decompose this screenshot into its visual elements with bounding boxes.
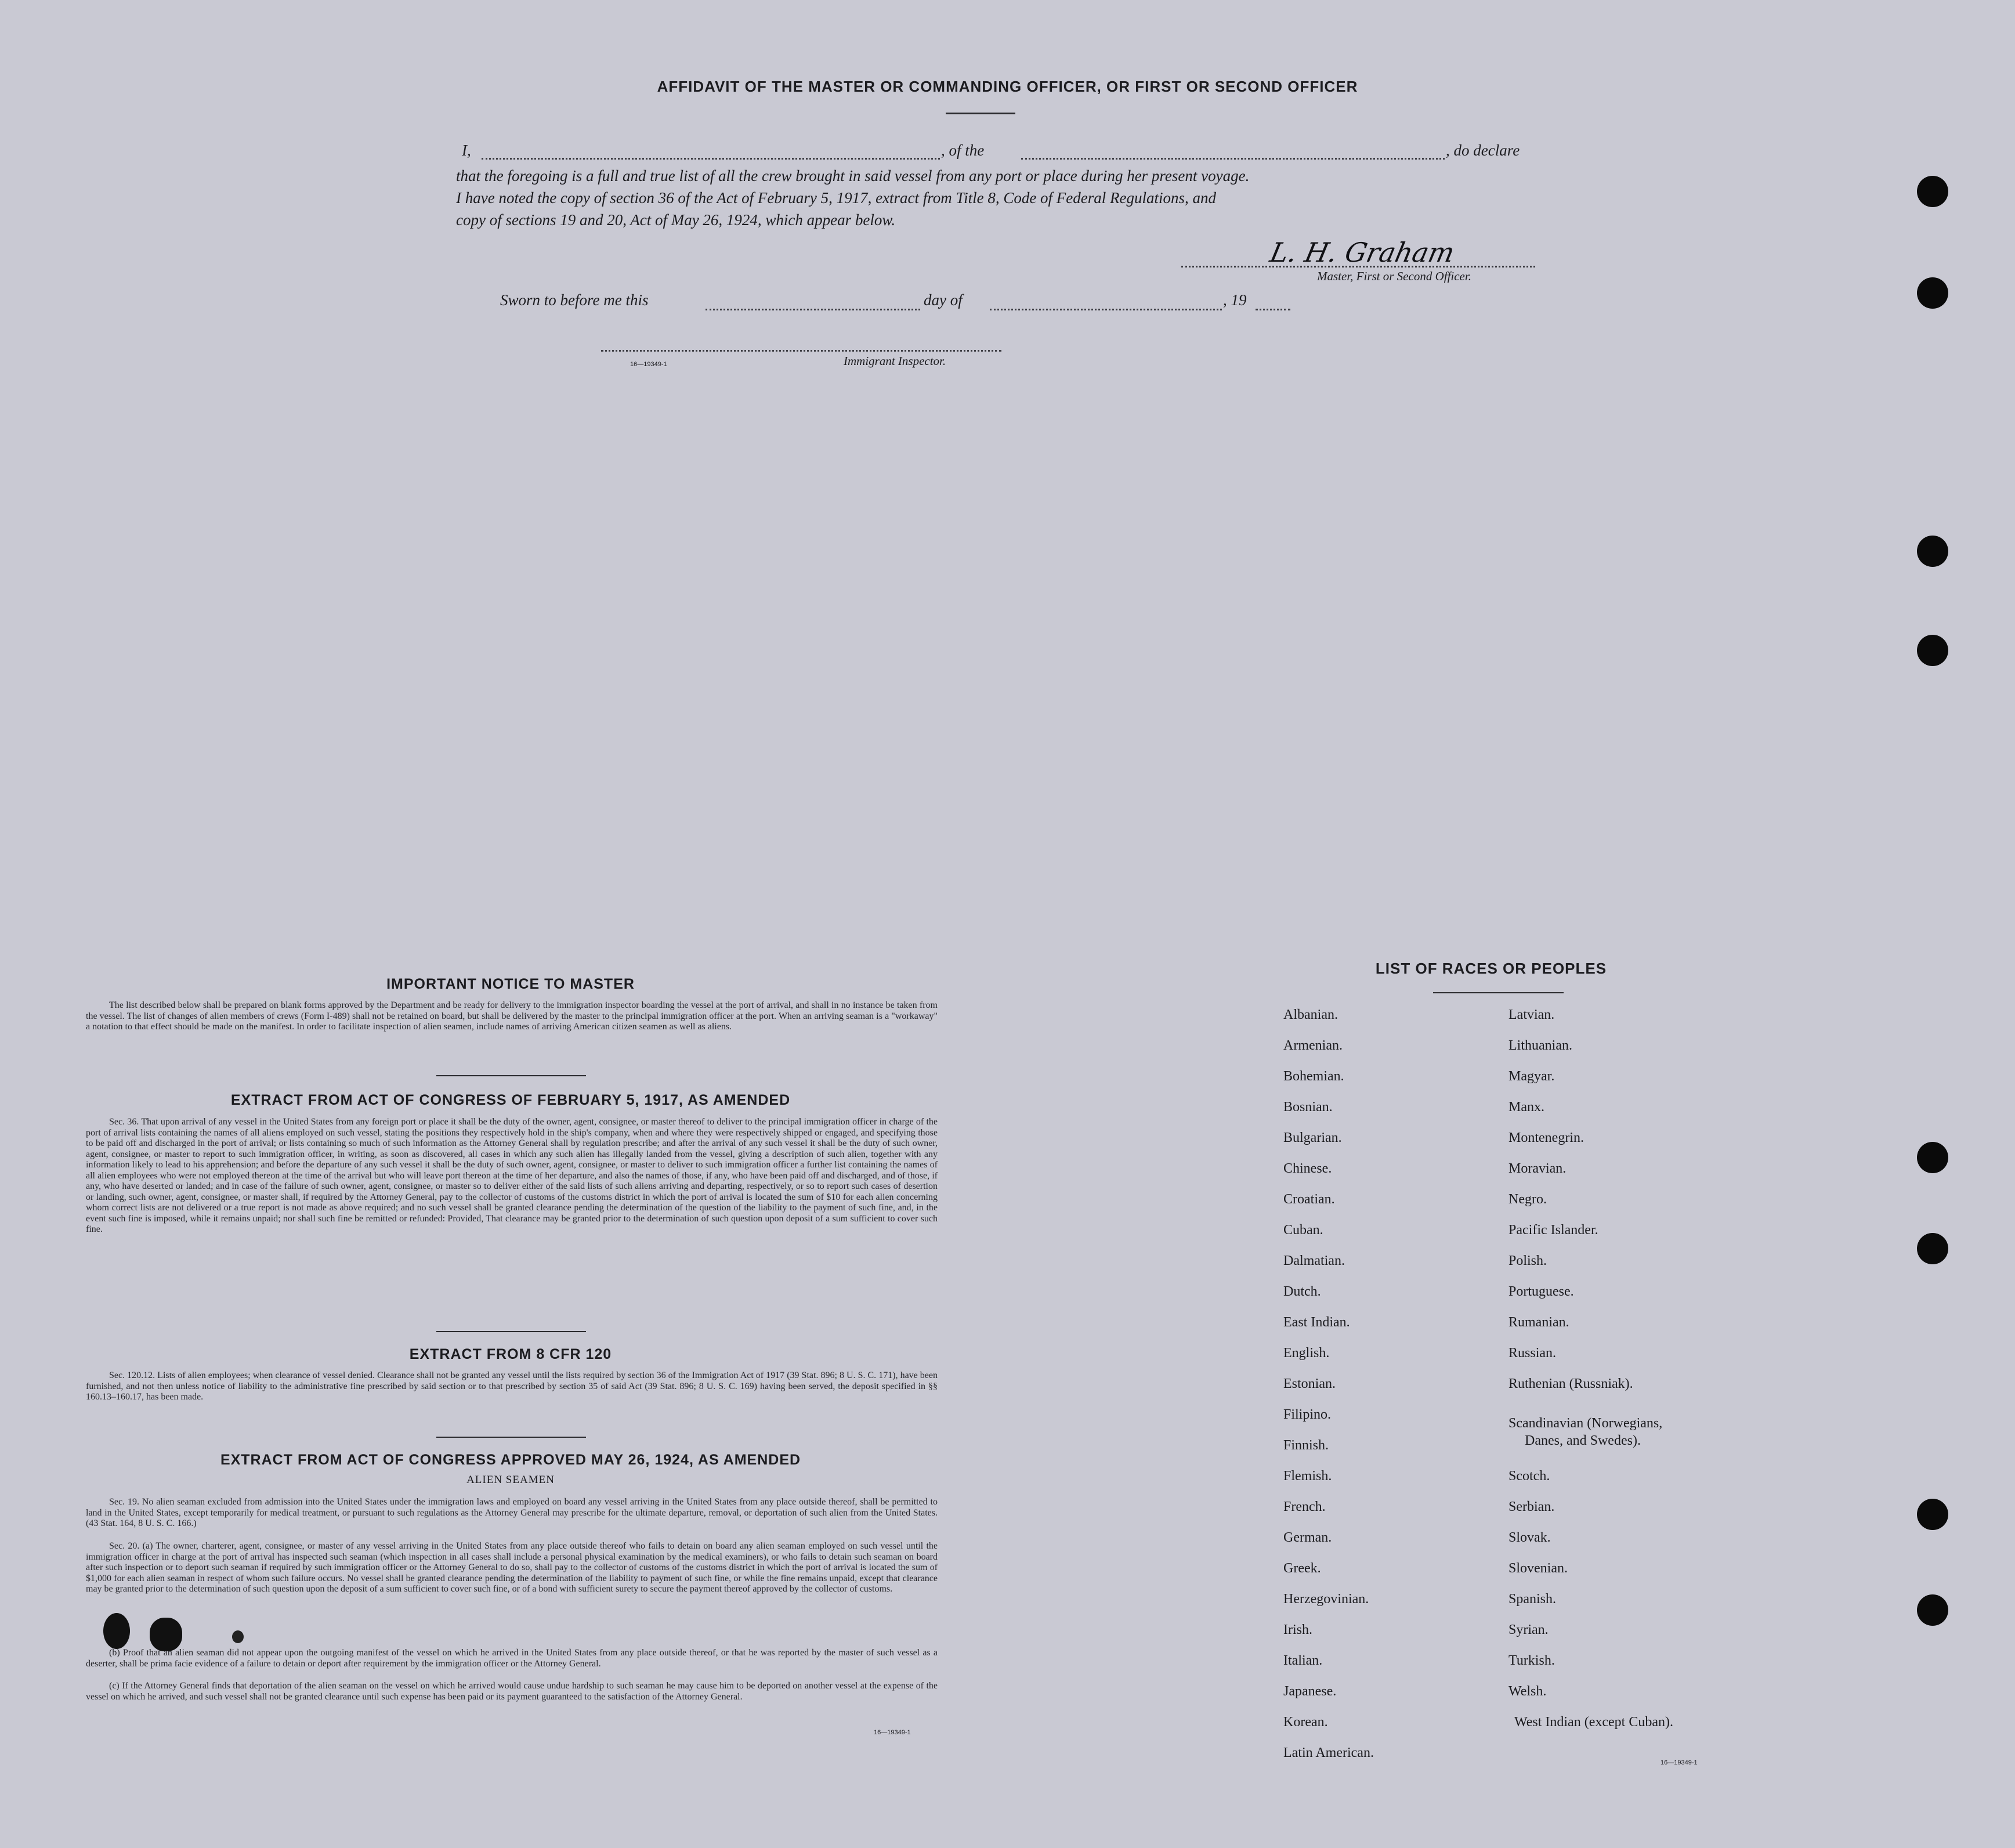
race-item: German. [1283,1530,1332,1545]
race-item: French. [1283,1499,1326,1514]
race-item: Bosnian. [1283,1100,1333,1115]
race-item: Magyar. [1508,1069,1555,1084]
notice-title: IMPORTANT NOTICE TO MASTER [386,976,635,992]
year-label: , 19 [1223,291,1247,309]
race-item: Montenegrin. [1508,1130,1584,1145]
race-item: Chinese. [1283,1161,1332,1176]
race-item: Japanese. [1283,1684,1337,1699]
ink-blot [150,1618,182,1651]
affidavit-i-label: I, [462,142,471,159]
race-item: Bulgarian. [1283,1130,1342,1145]
binder-hole [1917,1142,1948,1173]
extract-1924-sec20c: (c) If the Attorney General finds that deportation of the alien seaman on the vessel on which he arrived would cause undue hardship to such seaman he may cause him to be deported on another vessel at the expense of the vessel on which he arrived, and such vessel shall not be granted clearance until such expense has been paid or its payment guaranteed to the satisfaction of the Attorney General. [86,1681,938,1702]
day-of-label: day of [924,291,963,309]
race-item: Russian. [1508,1346,1557,1361]
race-item: Syrian. [1508,1622,1549,1637]
race-item: Danes, and Swedes). [1525,1433,1641,1448]
race-item: Croatian. [1283,1192,1335,1207]
affidavit-of-the-label: , of the [941,142,985,159]
name-field-line[interactable] [482,158,940,160]
affidavit-body-line: I have noted the copy of section 36 of the Act of February 5, 1917, extract from Title 8, Code of Federal Regulations, and [456,189,1217,207]
race-item: Negro. [1508,1192,1547,1207]
extract-1917-title: EXTRACT FROM ACT OF CONGRESS OF FEBRUARY 5, 1917, AS AMENDED [230,1092,791,1108]
race-item: Pacific Islander. [1508,1223,1598,1238]
races-form-number: 16—19349-1 [1661,1759,1698,1766]
binder-hole [1917,1233,1948,1264]
race-item: Cuban. [1283,1223,1323,1238]
master-signature: L. H. Graham [1267,237,1457,268]
inspector-caption: Immigrant Inspector. [844,354,946,368]
signature-caption: Master, First or Second Officer. [1317,269,1471,283]
extract-1924-sec20a: Sec. 20. (a) The owner, charterer, agent, consignee, or master of any vessel arriving in the United States from any place outside thereof who fails to detain on board any alien seaman employed on such vessel until the immigration officer in charge at the port of arrival has inspected such seaman (which inspection in all cases shall include a personal physical examination by the medical examiners), or who fails to detain such seaman on board after such inspection or to deport such seaman if required by such immigration officer or the Attorney General to do so, shall pay to the collector of customs of the customs district in which the port of arrival is located the sum of $1,000 for each alien seaman in respect of whom such failure occurs. No vessel shall be granted clearance pending the determination of the liability to payment of such fine, or while the fine remains unpaid, except that clearance may be granted prior to the determination of such question upon the deposit of a sum sufficient to cover such fine, or of a bond with sufficient surety to secure the payment thereof approved by the collector of customs. [86,1541,938,1594]
race-item: Filipino. [1283,1407,1332,1422]
race-item: Manx. [1508,1100,1544,1115]
race-item: Korean. [1283,1715,1328,1730]
race-item: Welsh. [1508,1684,1547,1699]
race-item: Latin American. [1283,1745,1374,1760]
race-item: Bohemian. [1283,1069,1344,1084]
affidavit-body-line: copy of sections 19 and 20, Act of May 26, 1924, which appear below. [456,211,896,229]
race-item: Finnish. [1283,1438,1329,1453]
race-item: East Indian. [1283,1315,1350,1330]
binder-hole [1917,635,1948,666]
race-item: West Indian (except Cuban). [1514,1715,1673,1730]
race-item: Estonian. [1283,1376,1336,1391]
race-item: English. [1283,1346,1330,1361]
section-divider [436,1437,586,1438]
race-item: Ruthenian (Russniak). [1508,1376,1633,1391]
section-divider [436,1075,586,1076]
affidavit-form-number: 16—19349-1 [630,361,667,368]
sworn-month-line[interactable] [990,309,1222,310]
vessel-field-line[interactable] [1021,158,1445,160]
race-item: Lithuanian. [1508,1038,1572,1053]
race-item: Armenian. [1283,1038,1343,1053]
binder-hole [1917,176,1948,207]
extract-1924-sec19: Sec. 19. No alien seaman excluded from admission into the United States under the immigration laws and employed on board any vessel arriving in the United States from any place outside thereof, shall be permitted to land in the United States, except temporarily for medical treatment, or pursuant to such regulations as the Attorney General may prescribe for the ultimate departure, removal, or deportation of such alien from the United States. (43 Stat. 164, 8 U. S. C. 166.) [86,1497,938,1528]
race-item: Scotch. [1508,1469,1550,1484]
extract-1917-text: Sec. 36. That upon arrival of any vessel in the United States from any foreign port or place it shall be the duty of the owner, agent, consignee, or master thereof to deliver to the principal immigration officer in charge of the port of arrival lists containing the names of all aliens employed on such vessel, stating the positions they respectively hold in the ship's company, when and where they were respectively shipped or engaged, and specifying those to be paid off and discharged in the port of arrival; or lists containing so much of such information as the Attorney General shall by regulation prescribe; and after the arrival of any such vessel it shall be the duty of such owner, agent, consignee, or master to report to such immigration officer, in writing, as soon as discovered, all cases in which any such alien has illegally landed from the vessel, giving a description of such alien, together with any information likely to lead to his apprehension; and before the departure of any such vessel it shall be the duty of such owner, agent, consignee, or master to deliver to such immigration officer a further list containing the names of all alien employees who were not employed thereon at the time of the arrival but who will leave port thereon at the time of her departure, and also the names of those, if any, who have been paid off and discharged, and of those, if any, who have deserted or landed; and in case of the failure of such owner, agent, consignee, or master so to deliver either of the said lists of such aliens arriving and departing, respectively, or so to report such cases of desertion or landing, such owner, agent, consignee, or master shall, if required by the Attorney General, pay to the collector of customs of the customs district in which the port of arrival is located the sum of $10 for each alien concerning whom correct lists are not delivered or a true report is not made as above required; and no such vessel shall be granted clearance pending the determination of the question of the liability to the payment of such fine, and, in the event such fine is imposed, while it remains unpaid; nor shall such fine be remitted or refunded: Provided, That clearance may be granted prior to the determination of such question upon deposit of a sum sufficient to cover such fine. [86,1117,938,1234]
race-item: Moravian. [1508,1161,1567,1176]
title-underline [946,113,1015,114]
race-item: Turkish. [1508,1653,1555,1668]
races-title-underline [1433,992,1564,993]
races-title: LIST OF RACES OR PEOPLES [1375,960,1607,977]
race-item: Italian. [1283,1653,1323,1668]
affidavit-declare-label: , do declare [1446,142,1520,159]
race-item: Flemish. [1283,1469,1332,1484]
race-item: Polish. [1508,1253,1547,1268]
ink-blot [232,1630,244,1643]
affidavit-title: AFFIDAVIT OF THE MASTER OR COMMANDING OFFICER, OR FIRST OR SECOND OFFICER [657,78,1358,95]
affidavit-body [456,165,1541,231]
binder-hole [1917,1499,1948,1530]
race-item: Herzegovinian. [1283,1592,1369,1607]
sworn-day-line[interactable] [706,309,920,310]
race-item: Portuguese. [1508,1284,1574,1299]
alien-seamen-subtitle: ALIEN SEAMEN [466,1474,555,1486]
race-item: Latvian. [1508,1007,1555,1022]
race-item: Spanish. [1508,1592,1557,1607]
race-item: Scandinavian (Norwegians, [1508,1416,1663,1431]
extract-1924-sec20b: (b) Proof that an alien seaman did not appear upon the outgoing manifest of the vessel on which he arrived in the United States from any place outside thereof, or that he was reported by the master of such vessel as a deserter, shall be prima facie evidence of a failure to detain or deport after requirement by the immigration officer or the Attorney General. [86,1648,938,1669]
inspector-signature-line [601,350,1001,352]
affidavit-body-line: that the foregoing is a full and true list of all the crew brought in said vessel from any port or place during her present voyage. [456,167,1250,185]
year-field-line[interactable] [1256,309,1290,310]
section-divider [436,1331,586,1332]
race-item: Albanian. [1283,1007,1338,1022]
race-item: Slovenian. [1508,1561,1568,1576]
binder-hole [1917,536,1948,567]
race-item: Greek. [1283,1561,1321,1576]
race-item: Dutch. [1283,1284,1321,1299]
race-item: Irish. [1283,1622,1312,1637]
ink-blot [103,1613,130,1649]
extract-1924-title: EXTRACT FROM ACT OF CONGRESS APPROVED MAY 26, 1924, AS AMENDED [220,1452,801,1468]
extract-cfr-text: Sec. 120.12. Lists of alien employees; when clearance of vessel denied. Clearance shall not be granted any vessel until the lists required by section 36 of the Immigration Act of 1917 (39 Stat. 896; 8 U. S. C. 171), have been furnished, and not then unless notice of liability to the administrative fine prescribed by said section or to that prescribed by section 35 of said Act (39 Stat. 896; 8 U. S. C. 169) having been served, the deposit specified in §§ 160.13–160.17, has been made. [86,1370,938,1402]
extract-form-number: 16—19349-1 [874,1729,911,1736]
sworn-label: Sworn to before me this [500,291,649,309]
race-item: Dalmatian. [1283,1253,1345,1268]
notice-text: The list described below shall be prepared on blank forms approved by the Department and be ready for delivery to the immigration inspector boarding the vessel at the port of arrival, and shall in no instance be taken from the vessel. The list of changes of alien members of crews (Form I-489) shall not be retained on board, but shall be delivered by the master to the principal immigration officer at the port. When an arriving seaman is a "workaway" a notation to that effect should be made on the manifest. In order to facilitate inspection of alien seamen, include names of arriving American citizen seamen as well as aliens. [86,1000,938,1032]
binder-hole [1917,277,1948,309]
binder-hole [1917,1594,1948,1626]
signature-line [1181,266,1535,267]
race-item: Slovak. [1508,1530,1551,1545]
extract-cfr-title: EXTRACT FROM 8 CFR 120 [409,1346,612,1362]
race-item: Serbian. [1508,1499,1555,1514]
race-item: Rumanian. [1508,1315,1569,1330]
